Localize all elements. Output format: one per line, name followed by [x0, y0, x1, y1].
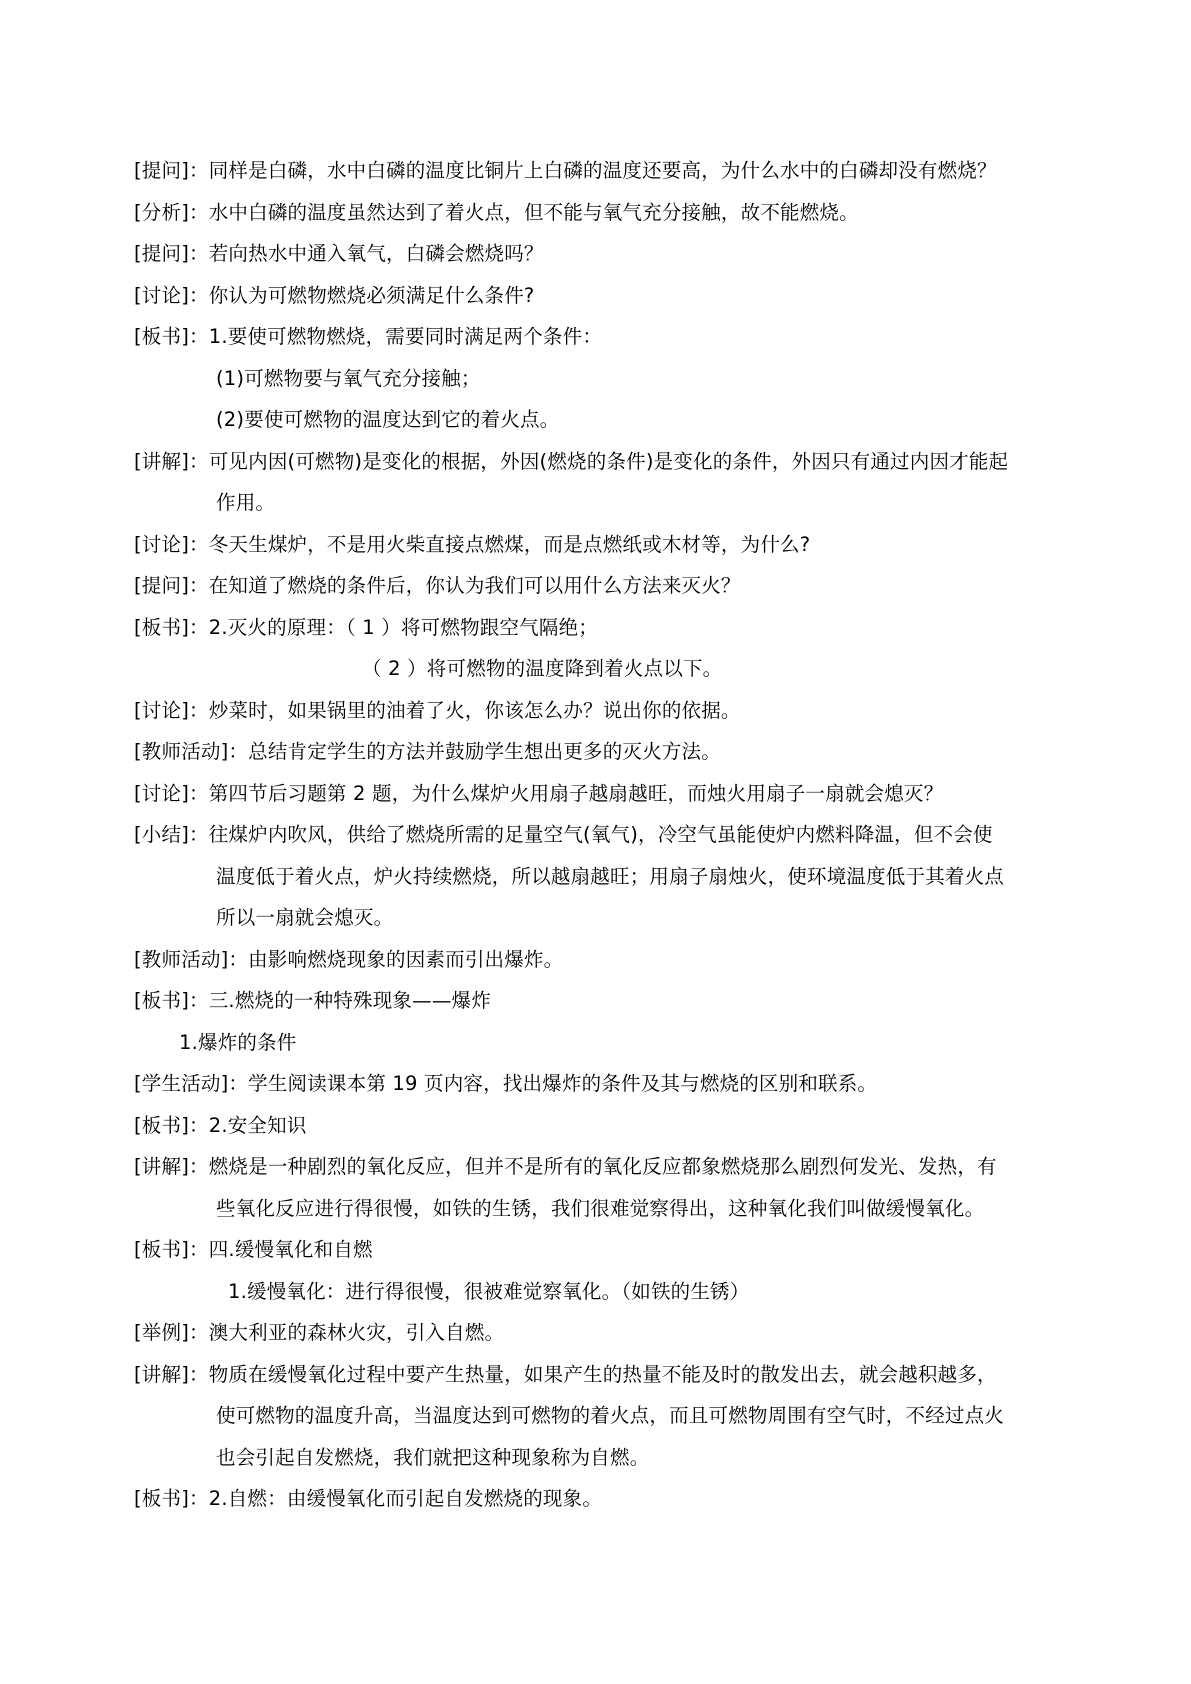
text-line: 所以一扇就会熄灭。 [216, 906, 394, 929]
text-line: [讲解]：可见内因(可燃物)是变化的根据，外因(燃烧的条件)是变化的条件，外因只有通过内因才能起 [134, 449, 1009, 473]
text-line: [板书]：2.自燃：由缓慢氧化而引起自发燃烧的现象。 [134, 1487, 603, 1510]
text-line: [学生活动]：学生阅读课本第 19 页内容，找出爆炸的条件及其与燃烧的区别和联系。 [134, 1072, 878, 1095]
text-line: [教师活动]：总结肯定学生的方法并鼓励学生想出更多的灭火方法。 [134, 740, 721, 763]
text-line: [板书]：四.缓慢氧化和自燃 [134, 1238, 373, 1261]
text-line: 也会引起自发燃烧，我们就把这种现象称为自燃。 [216, 1445, 650, 1469]
text-line: [教师活动]：由影响燃烧现象的因素而引出爆炸。 [134, 947, 564, 971]
text-line: [讲解]：燃烧是一种剧烈的氧化反应，但并不是所有的氧化反应都象燃烧那么剧烈何发光、发热，有 [134, 1155, 997, 1178]
lesson-text [134, 150, 1074, 1520]
text-line: [板书]：2.安全知识 [134, 1113, 307, 1137]
text-line: [讨论]：冬天生煤炉，不是用火柴直接点燃煤，而是点燃纸或木材等，为什么? [134, 532, 811, 556]
text-line: 温度低于着火点，炉火持续燃烧，所以越扇越旺；用扇子扇烛火，使环境温度低于其着火点 [216, 864, 1005, 888]
text-line: 使可燃物的温度升高，当温度达到可燃物的着火点，而且可燃物周围有空气时，不经过点火 [216, 1404, 1005, 1427]
text-line: [板书]：三.燃烧的一种特殊现象——爆炸 [134, 989, 491, 1012]
text-line: [提问]：在知道了燃烧的条件后，你认为我们可以用什么方法来灭火？ [134, 574, 741, 597]
text-line: 1.缓慢氧化：进行得很慢，很被难觉察氧化。（如铁的生锈） [228, 1279, 750, 1303]
text-line: [讲解]：物质在缓慢氧化过程中要产生热量，如果产生的热量不能及时的散发出去，就会越积越多， [134, 1362, 997, 1386]
text-line: [提问]：同样是白磷，水中白磷的温度比铜片上白磷的温度还要高，为什么水中的白磷却没有燃烧？ [134, 159, 997, 182]
text-line: (1)可燃物要与氧气充分接触； [216, 366, 481, 390]
text-line: (2)要使可燃物的温度达到它的着火点。 [216, 408, 560, 431]
text-line: [分析]：水中白磷的温度虽然达到了着火点，但不能与氧气充分接触，故不能燃烧。 [134, 200, 859, 224]
text-line: [讨论]：第四节后习题第 2 题，为什么煤炉火用扇子越扇越旺，而烛火用扇子一扇就会熄灭？ [134, 781, 944, 805]
text-line: [讨论]：炒菜时，如果锅里的油着了火，你该怎么办？说出你的依据。 [134, 698, 741, 722]
text-line: 些氧化反应进行得很慢，如铁的生锈，我们很难觉察得出，这种氧化我们叫做缓慢氧化。 [216, 1196, 985, 1220]
text-line: 作用。 [216, 491, 276, 514]
text-line: [板书]：1.要使可燃物燃烧，需要同时满足两个条件： [134, 325, 603, 348]
text-line: [讨论]：你认为可燃物燃烧必须满足什么条件? [134, 283, 535, 307]
text-line: [举例]：澳大利亚的森林火灾，引入自燃。 [134, 1321, 505, 1344]
text-line: [提问]：若向热水中通入氧气，白磷会燃烧吗？ [134, 242, 544, 265]
text-line: [板书]：2.灭火的原理：（ 1 ）将可燃物跟空气隔绝； [134, 615, 598, 639]
text-line: （ 2 ）将可燃物的温度降到着火点以下。 [362, 657, 723, 680]
text-line: 1.爆炸的条件 [179, 1030, 297, 1054]
text-line: [小结]：往煤炉内吹风，供给了燃烧所需的足量空气(氧气)，冷空气虽能使炉内燃料降温，但不会使 [134, 823, 993, 846]
